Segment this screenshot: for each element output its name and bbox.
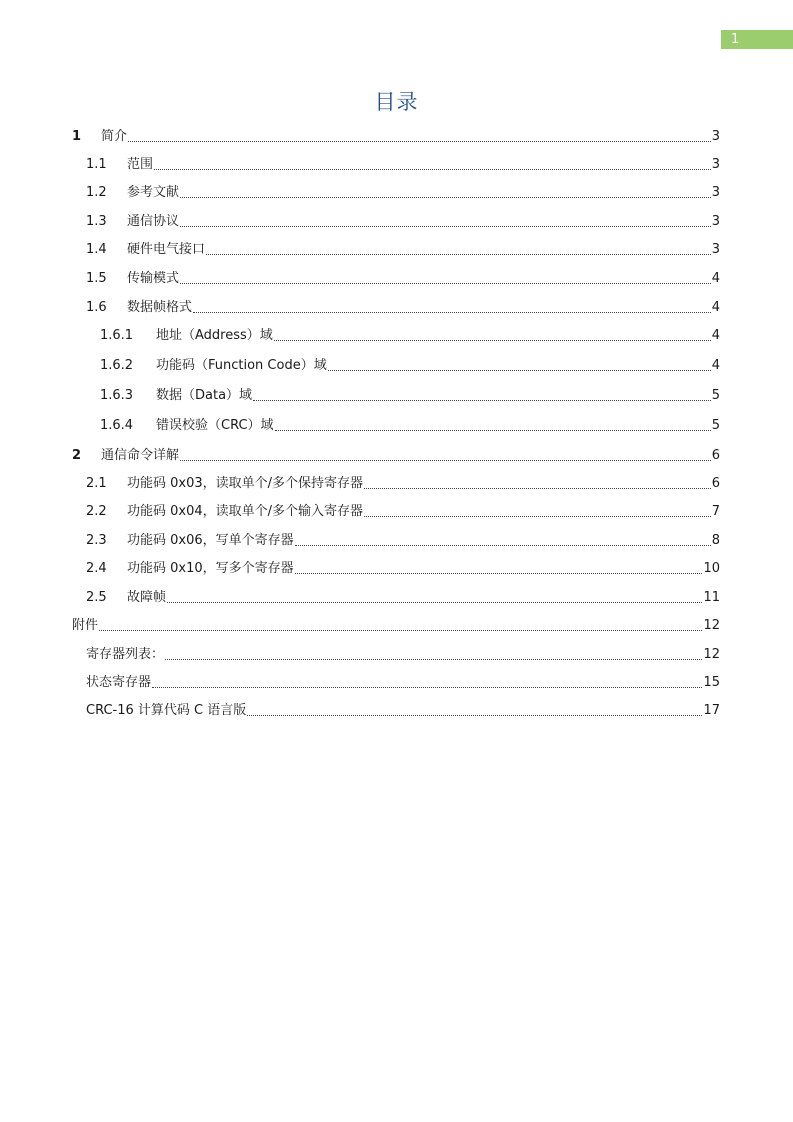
toc-leader-dots xyxy=(165,658,702,660)
toc-leader-dots xyxy=(364,487,711,489)
toc-entry-page: 15 xyxy=(703,675,720,690)
toc-leader-dots xyxy=(295,544,711,546)
toc-entry[interactable] xyxy=(72,125,720,145)
toc-entry-text: 地址（Address）域 xyxy=(156,328,273,343)
toc-entry[interactable] xyxy=(86,699,720,719)
toc-entry-page: 8 xyxy=(711,533,720,548)
toc-entry-page: 3 xyxy=(711,129,720,144)
toc-entry-page: 5 xyxy=(711,418,720,433)
toc-entry[interactable] xyxy=(72,444,720,464)
toc-entry-number: 1.3 xyxy=(86,214,107,229)
toc-entry-text: 简介 xyxy=(101,129,128,144)
toc-entry[interactable] xyxy=(86,296,720,316)
toc-entry-number: 2.4 xyxy=(86,561,107,576)
toc-entry[interactable] xyxy=(86,529,720,549)
toc-leader-dots xyxy=(154,168,711,170)
toc-entry[interactable] xyxy=(86,671,720,691)
page-number-badge: 1 xyxy=(721,30,793,49)
toc-leader-dots xyxy=(295,572,703,574)
toc-entry-number: 2.3 xyxy=(86,533,107,548)
toc-entry-number: 2.1 xyxy=(86,476,107,491)
toc-entry-text: 状态寄存器 xyxy=(86,675,152,690)
toc-entry-number: 2.2 xyxy=(86,504,107,519)
toc-leader-dots xyxy=(364,515,711,517)
toc-entry-page: 6 xyxy=(711,476,720,491)
toc-entry-page: 6 xyxy=(711,448,720,463)
toc-entry-page: 7 xyxy=(711,504,720,519)
toc-leader-dots xyxy=(274,339,711,341)
toc-entry-number: 1.6.3 xyxy=(100,388,134,403)
toc-entry-text: 参考文献 xyxy=(127,185,180,200)
toc-entry[interactable] xyxy=(86,267,720,287)
toc-entry[interactable] xyxy=(100,354,720,374)
toc-entry-text: 功能码 0x10，写多个寄存器 xyxy=(127,561,294,576)
toc-leader-dots xyxy=(193,311,711,313)
toc-entry-page: 11 xyxy=(703,590,720,605)
toc-leader-dots xyxy=(247,714,702,716)
toc-entry-text: 数据帧格式 xyxy=(127,300,193,315)
toc-entry-number: 1.6.2 xyxy=(100,358,134,373)
toc-entry[interactable] xyxy=(86,238,720,258)
toc-entry-text: 通信命令详解 xyxy=(101,448,180,463)
toc-entry-text: 数据（Data）域 xyxy=(156,388,253,403)
toc-entry[interactable] xyxy=(100,414,720,434)
toc-entry-page: 4 xyxy=(711,300,720,315)
toc-entry-page: 12 xyxy=(703,618,720,633)
toc-entry-page: 4 xyxy=(711,358,720,373)
toc-entry[interactable] xyxy=(86,153,720,173)
toc-leader-dots xyxy=(180,225,711,227)
toc-entry-text: 功能码 0x06，写单个寄存器 xyxy=(127,533,294,548)
toc-entry-text: 功能码（Function Code）域 xyxy=(156,358,327,373)
toc-entry-text: 传输模式 xyxy=(127,271,180,286)
toc-entry[interactable] xyxy=(86,586,720,606)
toc-entry-text: 功能码 0x04，读取单个/多个输入寄存器 xyxy=(127,504,364,519)
toc-entry-number: 1.6.4 xyxy=(100,418,134,433)
toc-entry[interactable] xyxy=(100,384,720,404)
toc-entry[interactable] xyxy=(86,500,720,520)
toc-leader-dots xyxy=(328,369,711,371)
toc-entry-number: 2.5 xyxy=(86,590,107,605)
toc-entry-number: 1 xyxy=(72,129,82,144)
toc-entry-number: 1.2 xyxy=(86,185,107,200)
toc-leader-dots xyxy=(152,686,702,688)
toc-entry-number: 1.4 xyxy=(86,242,107,257)
toc-leader-dots xyxy=(206,253,711,255)
toc-entry[interactable] xyxy=(86,643,720,663)
toc-entry[interactable] xyxy=(86,181,720,201)
toc-entry-text: 错误校验（CRC）域 xyxy=(156,418,274,433)
toc-entry-text: 附件 xyxy=(72,618,99,633)
toc-entry-text: 范围 xyxy=(127,157,154,172)
toc-entry-page: 3 xyxy=(711,242,720,257)
toc-entry-page: 3 xyxy=(711,157,720,172)
toc-entry-number: 1.1 xyxy=(86,157,107,172)
toc-entry[interactable] xyxy=(72,614,720,634)
toc-title: 目录 xyxy=(374,90,419,114)
toc-entry-page: 4 xyxy=(711,328,720,343)
toc-entry[interactable] xyxy=(86,557,720,577)
toc-entry-number: 1.6 xyxy=(86,300,107,315)
toc-leader-dots xyxy=(167,601,702,603)
toc-entry[interactable] xyxy=(100,324,720,344)
toc-leader-dots xyxy=(180,459,711,461)
toc-leader-dots xyxy=(180,196,711,198)
toc-entry-page: 10 xyxy=(703,561,720,576)
toc-entry[interactable] xyxy=(86,472,720,492)
toc-entry[interactable] xyxy=(86,210,720,230)
toc-entry-text: 通信协议 xyxy=(127,214,180,229)
toc-entry-page: 17 xyxy=(703,703,720,718)
toc-entry-text: 故障帧 xyxy=(127,590,167,605)
toc-entry-text: 寄存器列表： xyxy=(86,647,165,662)
toc-entry-page: 12 xyxy=(703,647,720,662)
toc-leader-dots xyxy=(253,399,711,401)
toc-entry-text: CRC-16 计算代码 C 语言版 xyxy=(86,703,247,718)
toc-leader-dots xyxy=(275,429,711,431)
toc-entry-page: 3 xyxy=(711,214,720,229)
toc-entry-text: 功能码 0x03，读取单个/多个保持寄存器 xyxy=(127,476,364,491)
toc-entry-number: 1.6.1 xyxy=(100,328,134,343)
toc-entry-text: 硬件电气接口 xyxy=(127,242,206,257)
toc-leader-dots xyxy=(180,282,711,284)
toc-entry-page: 5 xyxy=(711,388,720,403)
toc-entry-number: 2 xyxy=(72,448,82,463)
toc-leader-dots xyxy=(99,629,702,631)
toc-leader-dots xyxy=(128,140,711,142)
toc-entry-page: 4 xyxy=(711,271,720,286)
toc-entry-number: 1.5 xyxy=(86,271,107,286)
toc-entry-page: 3 xyxy=(711,185,720,200)
